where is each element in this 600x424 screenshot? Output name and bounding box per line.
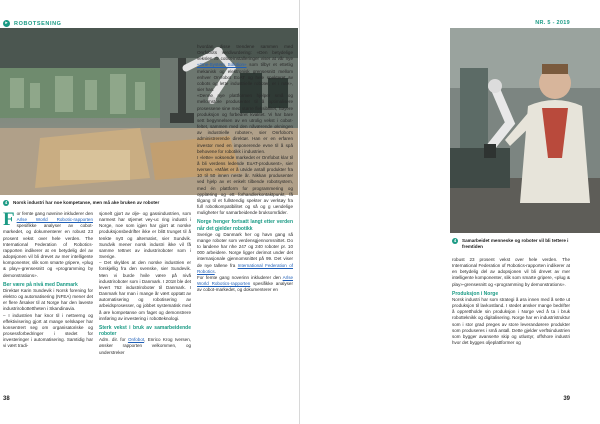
subheading-danmark: Ber være på nivå med Danmark	[3, 281, 78, 288]
body-paragraph: Adm. dir. for Onfobot, Enrico Krog Iversen, ønsker rapporten velkommen, og understreker	[99, 337, 191, 355]
section-label: ROBOTSENING	[14, 20, 62, 27]
caption-text: Norsk industri har noe kompetanse, men må ake bruken av roboter	[13, 200, 160, 205]
issue-number: NR. 5 - 2019	[535, 20, 570, 26]
page-number: 39	[563, 396, 570, 402]
article-column-3	[197, 44, 293, 293]
one-system-link[interactable]: «One-System Solution»	[197, 62, 247, 68]
arrow-right-icon: ▸	[3, 20, 10, 27]
subheading-norge: Norge henger fortsatt langt etter verden når det gjelder robotikk	[197, 219, 293, 232]
article-column-1	[3, 211, 93, 349]
caption-text: Samarbeidet menneske og roboter vil bli tettere i fremtiden	[462, 238, 569, 249]
dropcap: F	[3, 209, 15, 230]
report-link[interactable]: Arlse World Robotic-rapporten	[16, 217, 93, 223]
section-header	[3, 20, 62, 27]
page-number: 38	[3, 396, 10, 402]
subheading-cobots: Sterk vekst i bruk av samarbeidende roboter	[99, 324, 191, 338]
caption-number: 4	[4, 200, 8, 205]
intro-paragraph: For femte gang nøvnine inkluderer den Arlse World Robotic-rapporten spesifikke analyser av cobot-markedet, og dokumenterer en robust 23 prosent vekst over hele verden. The International Federation of Robotics-rapporten indikerer at en betydelig del av adopsjonen vil bli drevet av mer intelligente komponenter, slik som smarte gripere, «plug & play»-grensesnitt og «programming by demonstrations».	[3, 209, 93, 278]
body-paragraph: robust 23 prosent vekst over hele verden. The International Federation of Robotics-rapporten indikerer at en betydelig del av adopsjonen vil bli drevet av mer intelligente komponenter, slik som smarte gripere, «plug & play»-grensesnitt og «programming by demonstrations».	[452, 257, 570, 287]
body-paragraph: hvordan disse trendene sammen med Onrfobots verdivurdering: «Den betydelige vekslen av cobot-installeringer viser at vår nye «One-System Solution» som tilbyr et ettetlig mekanisk og elektronisk grensesnitt mellom enhver Onrfobot EoAT og hele spekteret av cobots og lette industrielle roboter, er i rute», sier han. «Denne nye plattformen hjelper små og mellomstore produsenter til å optimalisere prosessene sine med større fleksibilitet, høyere produksjon og forbedret kvalitet. Vi har bare sett begynnelsen av en utrolig vekst i cobot-feltet, sammen med den nåværende økningen av industrielle roboter», sier Onrfobot's administrerende direktør. Han er en erfaren investor med en imponerende evne til å spå behovene for robotikk i industrien. I «lette» voksende markedet er Onrfobot klar til å bli verdens ledende EoAT-produsent», sier Iversen. «Målet er å utvide antall produkter fra 10 til 50 innen neste år. Nikkan produsenter ved hjelp av et enkelt tilbende robotsystem, med én plattform for programmering og opplæring og ett forhandlerkontaktpunkt, få tilgang til et fullstendig spekter av verktøy fra full robotkompatibilitet og så og g uendelige muligheter for samarbeidende bruksområder.	[197, 44, 293, 216]
article-column-2	[99, 211, 191, 356]
subheading-produksjon: Produksjon i Norge	[452, 290, 499, 297]
cobot-person-photo	[450, 28, 600, 233]
ifr-link[interactable]: International Federation of Robotics	[197, 262, 293, 274]
body-paragraph: sjonelt gjort av olje- og gassindustrien, som narmest har stjemet vey-uc ring industri i Norge, noe som igjen har gjort at norske produksjonsbedrifter ikke er blitt trunget til å tenkte nytt og alternativt, sier Sundvik. Sundvik mener norsk industri ikke vil få samme tettnet av industriroboter som i Sverige. – Det skyldes at den norske industrien er forskjellig fra den svenske, sier Sundevik. Men vi burde hvile være på nivå industriroboter som i Danmark. I 2018 ble det levert 762 industriroboter til Danmark. I Danmark har man i mange år vært opptatt av automatisering og robotisering av arbeidsprosesser, og jobbet systematisk med å øre kompetanse om faget og demonstrere innføring av investering i robotteknologi.	[99, 211, 191, 321]
body-paragraph: Norsk industri har som strategi å øra innen med å sette ut produksjon til lavkostland. I stedet ønsker mange bedrifter å opprettholde sin produksjon i Norge ved å ta i bruk robotteknikk og digitalisering. Norge har en industristruktur som i stor grad preges av store leverandørere produkter som produseres i små antall. Dette gjelder verftsindustrien som bygger avanserte skip og utlustyr, offshore industri hvor det bygges oljeplattformer og	[452, 296, 570, 346]
photo-caption	[452, 238, 572, 250]
right-page	[300, 0, 600, 424]
body-paragraph: Direktør Karin Sundevik i Norsk forening for elektro og automatisering (NFEA) mener det er flere årsaker til at Norge har den laveste industrirobottettheten i Skandinavia. – I industrien har knor til i nettverng og effektivisering gjort at mange selskaper har konsentrert seg om organisatoriske og prosessforbedringer i stedet for investeringer i automatisering. Samtidig har vi vært tradi-	[3, 287, 93, 349]
report-link-2[interactable]: Arlse World Robotics-rapporten	[197, 274, 293, 287]
article-column-4	[452, 257, 570, 346]
onrobot-link[interactable]: Onfobot	[127, 337, 145, 343]
body-paragraph: Sverige og Danmark her og havn gang så mange roboter som verdensgjennomsnittet. Do to landene har nhe 247 og 240 roboter pr. 10 000 arbeidere. Norge ligger derimot under det internasjonale gjennomsnittet på 99. Det viser de nye tallene fra International Federation of Robotics. For femte gang noverinn inkluderer den Arlse World Robotics-rapporten spesifikke analyser av cobot-markedet, og dokumenterer en	[197, 231, 293, 293]
caption-number: 4	[453, 238, 457, 243]
